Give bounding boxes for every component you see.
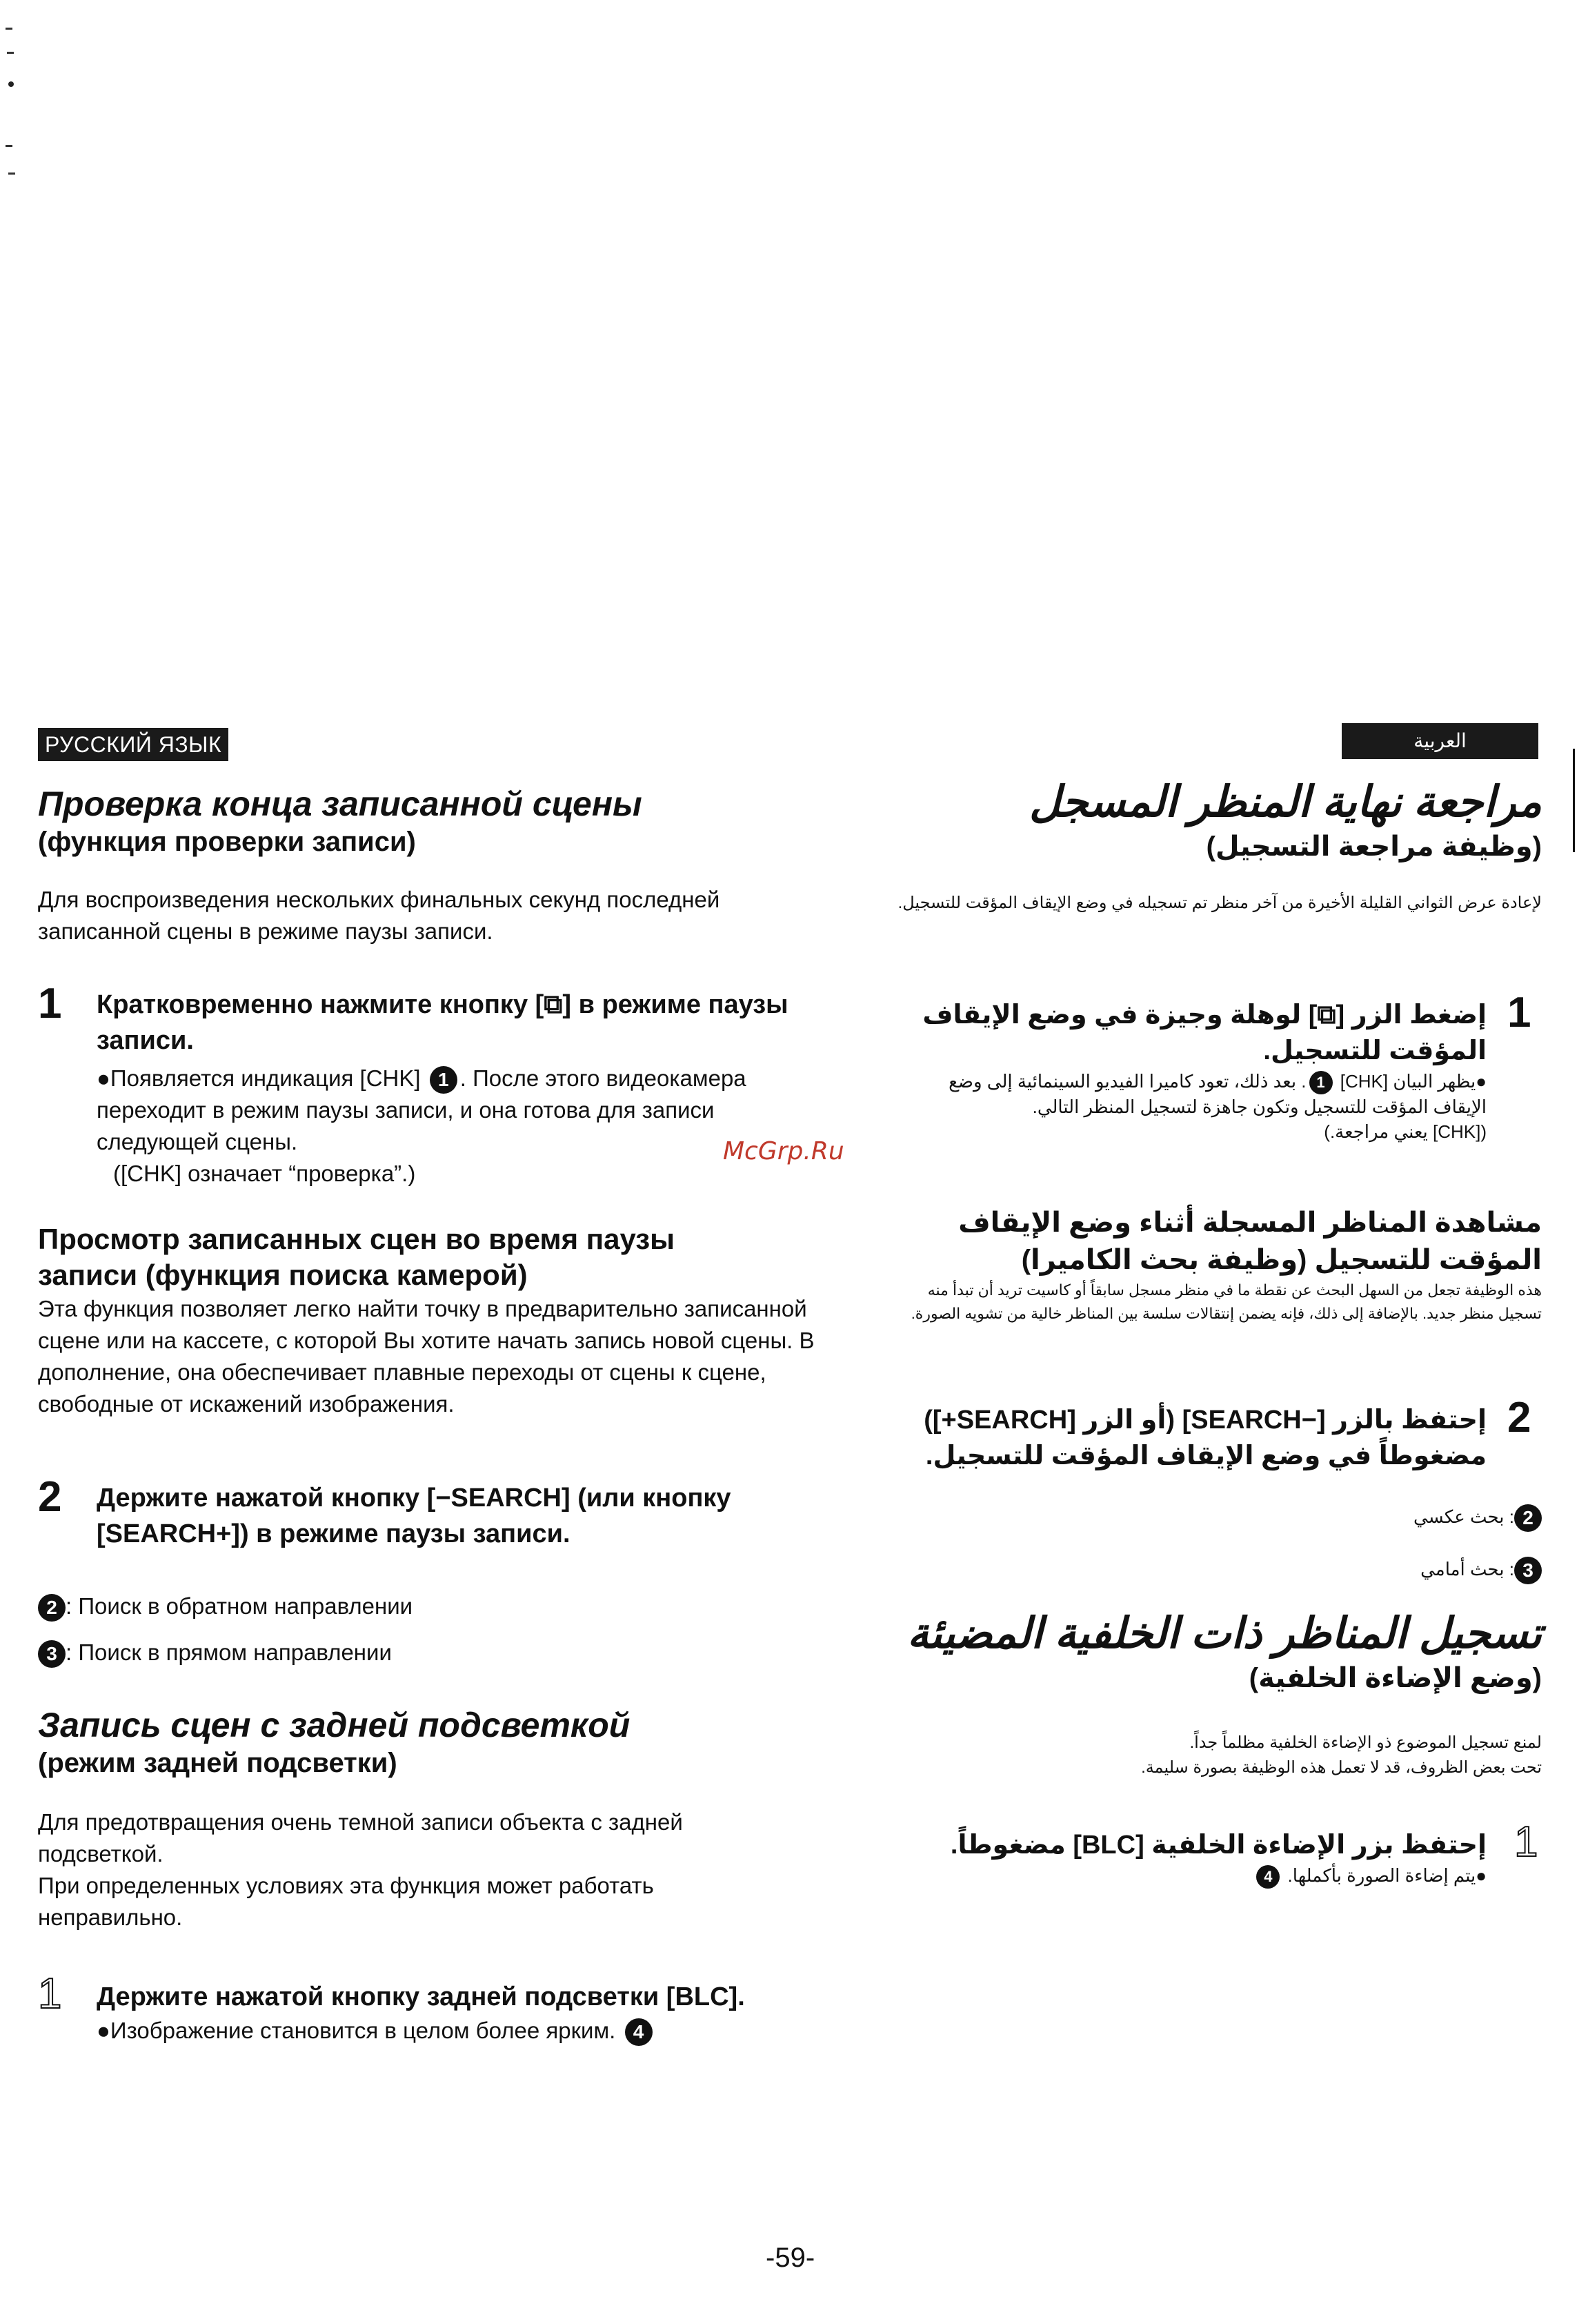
ru-step-2-title: Держите нажатой кнопку [−SEARCH] (или кнопку [SEARCH+]) в режиме паузы записи. (97, 1484, 731, 1548)
ru-step-backlight-bullet-text: ●Изображение становится в целом более ярким. (97, 2018, 622, 2043)
ar-marker-4: 4 (1256, 1865, 1280, 1889)
language-badge-russian: РУССКИЙ ЯЗЫК (38, 728, 228, 761)
ar-step-backlight-bullet-text: ●يتم إضاءة الصورة بأكملها. (1282, 1865, 1487, 1886)
ar-step-1 (911, 997, 1487, 1144)
ru-step-backlight-bullet (97, 2015, 786, 2047)
ru-step-1-bullet-text-a: ●Появляется индикация [CHK] (97, 1065, 427, 1091)
language-badge-arabic: العربية (1342, 723, 1538, 759)
page-number: -59- (766, 2243, 815, 2273)
ru-intro-backlight-1: Для предотвращения очень темной записи объекта с задней подсветкой. (38, 1809, 683, 1867)
ru-section-search (38, 1221, 831, 1420)
ar-search-reverse (1345, 1504, 1542, 1532)
ru-search-reverse (38, 1591, 413, 1622)
ar-step-backlight (911, 1827, 1487, 1889)
ru-step-backlight (97, 1979, 786, 2047)
ru-marker-4: 4 (625, 2018, 653, 2046)
ar-subtitle-review: (وظيفة مراجعة التسجيل) (1206, 831, 1542, 862)
ru-marker-1: 1 (430, 1066, 457, 1094)
ar-step-backlight-title: إحتفظ بزر الإضاءة الخلفية [BLC] مضغوطاً. (950, 1831, 1487, 1860)
ar-step-backlight-bullet (911, 1863, 1487, 1889)
ar-search-forward-text: : بحث أمامي (1420, 1559, 1514, 1579)
ru-intro-review: Для воспроизведения нескольких финальных секунд последней записанной сцены в режиме паузы записи. (38, 887, 720, 944)
ru-marker-3: 3 (38, 1640, 66, 1668)
ar-title-backlight: تسجيل المناظر ذات الخلفية المضيئة (907, 1610, 1542, 1657)
scan-mark (6, 28, 12, 30)
ar-step-2-number: 2 (1507, 1394, 1531, 1441)
ru-search-forward (38, 1637, 392, 1668)
scan-mark (7, 52, 14, 54)
ru-step-1-number: 1 (38, 980, 62, 1027)
ru-section-review (38, 783, 831, 947)
ar-section-backlight (883, 1608, 1542, 1780)
ru-step-2-number: 2 (38, 1473, 62, 1521)
ar-step-backlight-number: 1 (1514, 1818, 1538, 1866)
ar-body-search: هذه الوظيفة تجعل من السهل البحث عن نقطة ما في منظر مسجل سابقاً أو كاسيت تريد أن تبدأ منه تسجيل منظر جديد. بالإضافة إلى ذلك، فإنه يضمن إنتقالات سلسة بين المناظر خالية من تشويه الصورة. (911, 1281, 1542, 1322)
scan-mark (6, 145, 12, 147)
ru-title-backlight: Запись сцен с задней подсветкой (38, 1706, 631, 1744)
scan-mark (8, 81, 14, 87)
ar-title-search: مشاهدة المناظر المسجلة أثناء وضع الإيقاف المؤقت للتسجيل (وظيفة بحث الكاميرا) (958, 1208, 1542, 1275)
ar-step-1-number: 1 (1507, 989, 1531, 1036)
ar-subtitle-backlight: (وضع الإضاءة الخلفية) (1249, 1663, 1542, 1693)
ru-marker-2: 2 (38, 1594, 66, 1622)
ar-intro-review: لإعادة عرض الثواني القليلة الأخيرة من آخر منظر تم تسجيله في وضع الإيقاف المؤقت للتسجيل. (897, 894, 1542, 912)
ar-search-forward (1345, 1557, 1542, 1584)
ar-intro-backlight-1: لمنع تسجيل الموضوع ذو الإضاءة الخلفية مظلماً جداً. (1189, 1733, 1542, 1752)
ar-step-1-bullet-text-a: ●يظهر البيان [CHK] (1335, 1071, 1487, 1092)
ru-search-reverse-text: : Поиск в обратном направлении (66, 1593, 413, 1619)
ru-body-search: Эта функция позволяет легко найти точку в предварительно записанной сцене или на кассете, с которой Вы хотите начать запись новой сцены. В дополнение, она обеспечивает плавные переходы от сцены к сцене, свободные от искажений изображения. (38, 1296, 815, 1417)
ru-section-backlight (38, 1704, 831, 1933)
ru-intro-backlight-2: При определенных условиях эта функция может работать неправильно. (38, 1873, 654, 1930)
ru-search-forward-text: : Поиск в прямом направлении (66, 1639, 392, 1665)
ru-step-backlight-number: 1 (38, 1970, 62, 2018)
ar-marker-1: 1 (1309, 1071, 1333, 1094)
scan-mark (8, 173, 15, 175)
ru-subtitle-review: (функция проверки записи) (38, 827, 416, 857)
ru-subtitle-backlight: (режим задней подсветки) (38, 1748, 397, 1778)
ar-step-1-note: ([CHK] يعني مراجعة.) (1324, 1121, 1487, 1143)
margin-rule (1573, 749, 1575, 852)
ar-step-1-bullet (911, 1069, 1487, 1119)
ar-section-review (883, 776, 1542, 916)
ar-search-reverse-text: : بحث عكسي (1413, 1506, 1514, 1527)
ru-title-review: Проверка конца записанной сцены (38, 785, 642, 823)
ar-marker-2: 2 (1514, 1504, 1542, 1532)
ar-step-2-title: إحتفظ بالزر [−SEARCH] (أو الزر [SEARCH+]) مضغوطاً في وضع الإيقاف المؤقت للتسجيل. (924, 1406, 1487, 1470)
ar-title-review: مراجعة نهاية المنظر المسجل (1029, 778, 1542, 826)
ru-title-search: Просмотр записанных сцен во время паузы записи (функция поиска камерой) (38, 1223, 675, 1291)
ar-intro-backlight-2: تحت بعض الظروف، قد لا تعمل هذه الوظيفة بصورة سليمة. (1141, 1758, 1542, 1777)
ar-section-search (883, 1204, 1542, 1326)
ar-step-1-bullet-text-b: . بعد ذلك، تعود كاميرا الفيديو السينمائية إلى وضع الإيقاف المؤقت للتسجيل وتكون جاهزة لتسجيل المنظر التالي. (949, 1071, 1487, 1118)
ru-step-backlight-title: Держите нажатой кнопку задней подсветки [BLC]. (97, 1982, 745, 2011)
ru-step-1-bullet (97, 1063, 786, 1158)
ru-step-1-note: ([CHK] означает “проверка”.) (113, 1161, 416, 1186)
ar-marker-3: 3 (1514, 1557, 1542, 1584)
watermark: McGrp.Ru (723, 1137, 844, 1165)
ru-step-1-bullet-text-b: . После этого видеокамера переходит в режим паузы записи, и она готова для записи следующей сцены. (97, 1065, 746, 1154)
ar-step-1-title: إضغط الزر [⧉] لوهلة وجيزة في وضع الإيقاف المؤقت للتسجيل. (922, 1001, 1487, 1065)
ru-step-1-title: Кратковременно нажмите кнопку [⧉] в режиме паузы записи. (97, 990, 788, 1055)
